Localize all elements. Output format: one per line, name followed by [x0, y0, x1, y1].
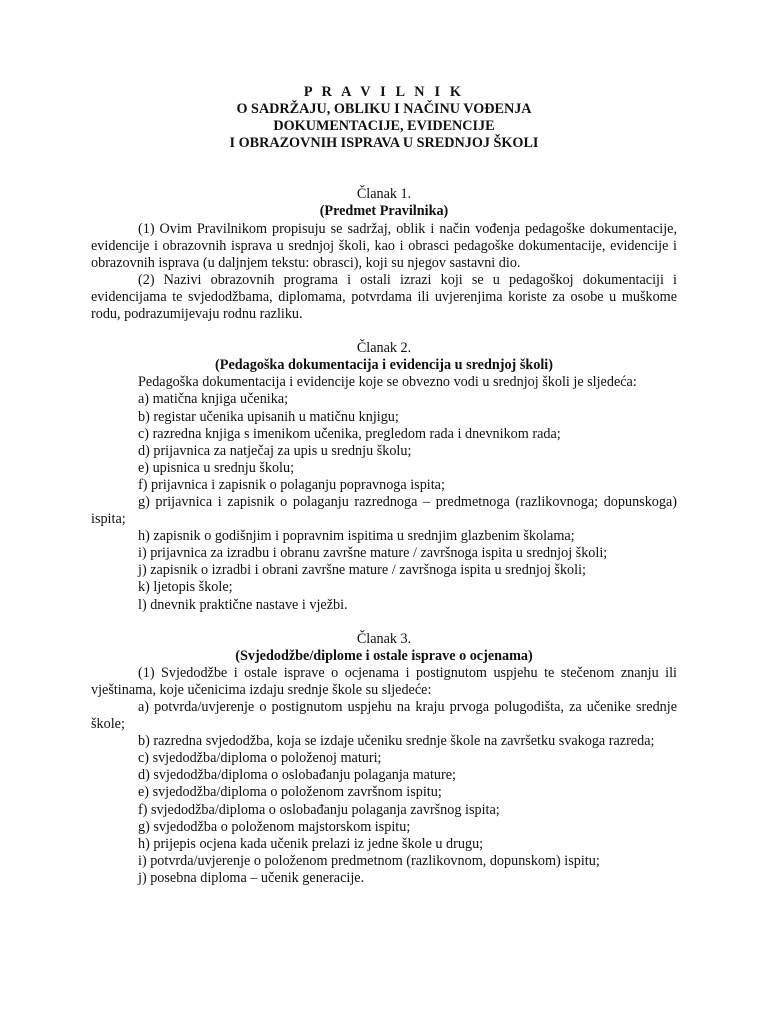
article-2-heading — [91, 340, 677, 374]
document-title — [91, 84, 677, 152]
article-name: (Pedagoška dokumentacija i evidencija u srednjoj školi) — [215, 357, 553, 374]
list-item: j) posebna diploma – učenik generacije. — [138, 869, 365, 886]
paragraph: (2) Nazivi obrazovnih programa i ostali izrazi koji se u pedagoškoj dokumentaciji i evidencijama te svjedodžbama, diplomama, potvrdama ili uvjerenjima koriste za osobe u muškome rodu, podrazumijevaju rodnu razliku. — [91, 271, 677, 323]
list-item: j) zapisnik o izradbi i obrani završne mature / završnoga ispita u srednjoj školi; — [138, 562, 586, 579]
title-line: I OBRAZOVNIH ISPRAVA U SREDNJOJ ŠKOLI — [229, 135, 539, 152]
list-item: l) dnevnik praktične nastave i vježbi. — [138, 596, 348, 613]
paragraph: Pedagoška dokumentacija i evidencije koje se obvezno vodi u srednjoj školi je sljedeća: — [138, 374, 637, 391]
article-name: (Predmet Pravilnika) — [319, 203, 449, 220]
list-item: e) svjedodžba/diploma o položenom završnom ispitu; — [138, 784, 442, 801]
list-article-2 — [91, 391, 677, 613]
list-item: d) svjedodžba/diploma o oslobađanju polaganja mature; — [138, 767, 456, 784]
list-item: c) razredna knjiga s imenikom učenika, pregledom rada i dnevnikom rada; — [138, 425, 561, 442]
article-number: Članak 2. — [356, 340, 412, 357]
list-item: k) ljetopis škole; — [138, 579, 233, 596]
title-line: P R A V I L N I K — [303, 84, 465, 100]
title-line: O SADRŽAJU, OBLIKU I NAČINU VOĐENJA — [236, 101, 532, 118]
list-item: d) prijavnica za natječaj za upis u srednju školu; — [138, 442, 412, 459]
paragraph: (1) Ovim Pravilnikom propisuju se sadržaj, oblik i način vođenja pedagoške dokumentacije, evidencije i obrazovnih isprava u srednjoj školi, kao i obrasci pedagoške dokumentacije, evidencije i obrazovnih isprava (u daljnjem tekstu: obrasci), koji su njegov sastavni dio. — [91, 220, 677, 271]
list-item: c) svjedodžba/diploma o položenoj maturi; — [138, 750, 382, 767]
article-3-heading — [91, 631, 677, 665]
paragraph: (1) Svjedodžbe i ostale isprave o ocjenama i postignutom uspjehu te stečenom znanju ili vještinama, koje učenicima izdaju srednje škole su sljedeće: — [91, 664, 677, 698]
list-item: i) potvrda/uvjerenje o položenom predmetnom (razlikovnom, dopunskom) ispitu; — [138, 852, 600, 869]
list-item: f) prijavnica i zapisnik o polaganju popravnoga ispita; — [138, 476, 445, 493]
list-item: i) prijavnica za izradbu i obranu završne mature / završnoga ispita u srednjoj školi; — [138, 545, 608, 562]
list-article-3 — [91, 699, 677, 887]
list-item: h) prijepis ocjena kada učenik prelazi iz jedne škole u drugu; — [138, 835, 484, 852]
list-item: g) svjedodžba o položenom majstorskom ispitu; — [138, 818, 411, 835]
list-item: a) potvrda/uvjerenje o postignutom uspjehu na kraju prvoga polugodišta, za učenike srednje škole; — [91, 699, 677, 733]
list-item: b) registar učenika upisanih u matičnu knjigu; — [138, 408, 399, 425]
article-number: Članak 3. — [356, 630, 412, 647]
list-item: g) prijavnica i zapisnik o polaganju razrednoga – predmetnoga (razlikovnoga; dopunskoga) ispita; — [91, 493, 677, 528]
list-item: b) razredna svjedodžba, koja se izdaje učeniku srednje škole na završetku svakoga razreda; — [138, 733, 655, 750]
title-line: DOKUMENTACIJE, EVIDENCIJE — [273, 118, 495, 135]
article-1-heading — [91, 186, 677, 220]
list-item: h) zapisnik o godišnjim i popravnim ispitima u srednjim glazbenim školama; — [138, 528, 575, 545]
list-item: e) upisnica u srednju školu; — [138, 459, 295, 476]
article-number: Članak 1. — [356, 186, 412, 203]
article-name: (Svjedodžbe/diplome i ostale isprave o ocjenama) — [235, 647, 533, 664]
list-item: f) svjedodžba/diploma o oslobađanju polaganja završnog ispita; — [138, 801, 500, 818]
list-item: a) matična knjiga učenika; — [138, 391, 289, 408]
